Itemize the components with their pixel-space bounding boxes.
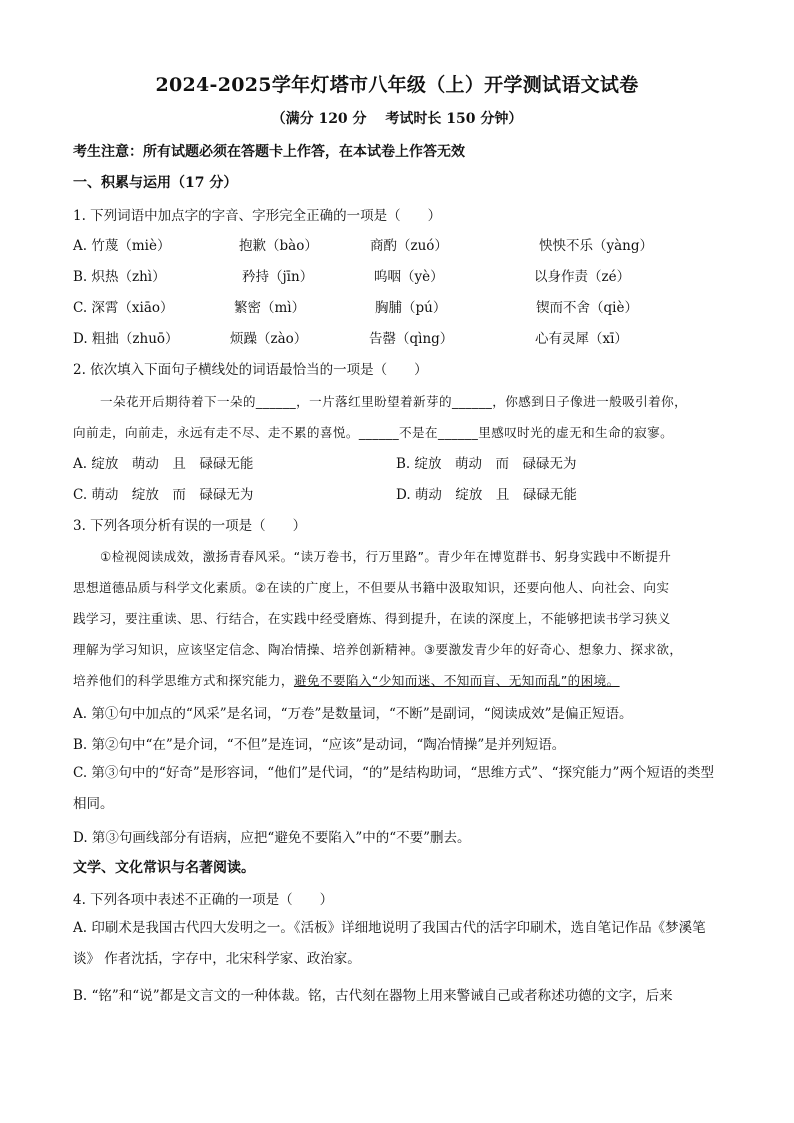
q1-d-word-1: D. 粗拙（zhuō）: [73, 331, 179, 347]
q1-a-word-3: 商酌（zuó）: [370, 238, 448, 254]
q1-b-word-1: B. 炽热（zhì）: [73, 269, 166, 285]
question-1-stem: 1. 下列词语中加点字的字音、字形完全正确的一项是（ ）: [73, 208, 442, 224]
question-4-stem: 4. 下列各项中表述不正确的一项是（ ）: [73, 892, 334, 908]
q3-passage-line-2: 思想道德品质与科学文化素质。②在读的广度上，不但要从书籍中汲取知识，还要向他人、向社会、向实: [73, 580, 670, 595]
section-heading-2: 文学、文化常识与名著阅读。: [73, 860, 255, 876]
q3-option-d: D. 第③句画线部分有语病，应把“避免不要陷入”中的“不要”删去。: [73, 830, 471, 846]
q1-b-word-4: 以身作责（zé）: [534, 269, 631, 285]
q2-passage-line-2: 向前走，向前走，永远有走不尽、走不累的喜悦。______不是在______里感叹时光的虚无和生命的寂寥。: [73, 425, 674, 440]
q1-d-word-4: 心有灵犀（xī）: [535, 331, 628, 347]
q2-option-d: D. 萌动 绽放 且 碌碌无能: [396, 487, 577, 503]
q3-option-a: A. 第①句中加点的“风采”是名词，“万卷”是数量词，“不断”是副词，“阅读成效”是偏正短语。: [73, 706, 633, 722]
q1-c-word-2: 繁密（mì）: [234, 300, 306, 316]
question-2-stem: 2. 依次填入下面句子横线处的词语最恰当的一项是（ ）: [73, 362, 428, 378]
q4-option-a: A. 印刷术是我国古代四大发明之一。《活板》详细地说明了我国古代的活字印刷术，选自笔记作品《梦溪笔谈》 作者沈括，字存中，北宋科学家、政治家。: [73, 920, 706, 967]
q1-a-word-4: 怏怏不乐（yàng）: [539, 238, 654, 254]
q3-passage-line-4: 理解为学习知识，应该坚定信念、陶冶情操、培养创新精神。③要激发青少年的好奇心、想象力、探求欲，: [73, 642, 683, 657]
candidate-notice: 考生注意：所有试题必须在答题卡上作答，在本试卷上作答无效: [73, 144, 465, 160]
q1-c-word-3: 胸脯（pú）: [375, 300, 447, 316]
q3-passage-line-3: 践学习，要注重读、思、行结合，在实践中经受磨炼、得到提升，在读的深度上，不能够把读书学习狭义: [73, 611, 671, 626]
q4-option-b: B. “铭”和“说”都是文言文的一种体裁。铭，古代刻在器物上用来警诫自己或者称述功德的文字，后来: [73, 988, 673, 1004]
q1-d-word-3: 告罄（qìng）: [369, 331, 454, 347]
q2-option-c: C. 萌动 绽放 而 碌碌无为: [73, 487, 254, 503]
q1-a-word-2: 抱歉（bào）: [239, 238, 318, 254]
q3-passage-line-5: [73, 670, 620, 689]
exam-subtitle: （满分 120 分 考试时长 150 分钟）: [271, 111, 523, 127]
q3-underlined-sentence: 避免不要陷入“少知而迷、不知而盲、无知而乱”的困境。: [293, 673, 620, 688]
q2-option-b: B. 绽放 萌动 而 碌碌无为: [396, 456, 577, 472]
q3-passage-line-1: ①检视阅读成效，激扬青春风采。“读万卷书，行万里路”。青少年在博览群书、躬身实践中不断提升: [100, 549, 672, 564]
q1-b-word-3: 呜咽（yè）: [374, 269, 444, 285]
q1-b-word-2: 矜持（jīn）: [242, 269, 314, 285]
q2-option-a: A. 绽放 萌动 且 碌碌无能: [73, 456, 254, 472]
q1-c-word-1: C. 深霄（xiāo）: [73, 300, 174, 316]
q1-d-word-2: 烦躁（zào）: [230, 331, 308, 347]
question-3-stem: 3. 下列各项分析有误的一项是（ ）: [73, 518, 307, 534]
q3-passage-line-5-plain: 培养他们的科学思维方式和探究能力，: [73, 673, 294, 688]
q1-a-word-1: A. 竹蔑（miè）: [73, 238, 171, 254]
q2-passage-line-1: 一朵花开后期待着下一朵的______，一片落红里盼望着新芽的______，你感到日子像进一般吸引着你，: [100, 394, 688, 409]
q1-c-word-4: 锲而不舍（qiè）: [536, 300, 638, 316]
q3-option-b: B. 第②句中“在”是介词，“不但”是连词，“应该”是动词，“陶冶情操”是并列短语。: [73, 737, 566, 753]
section-heading-1: 一、积累与运用（17 分）: [73, 175, 238, 191]
exam-title: 2024-2025学年灯塔市八年级（上）开学测试语文试卷: [155, 74, 639, 96]
q3-option-c: C. 第③句中的“好奇”是形容词，“他们”是代词，“的”是结构助词，“思维方式”、“探究能力”两个短语的类型相同。: [73, 765, 714, 812]
